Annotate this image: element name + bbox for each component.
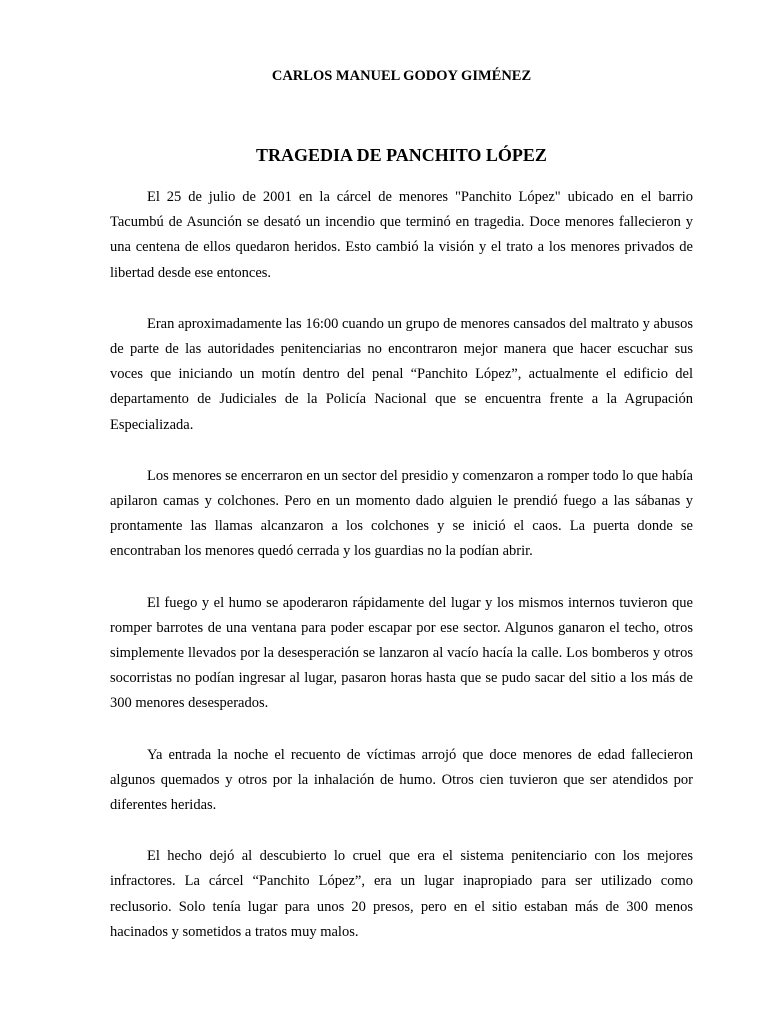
paragraph-5: Ya entrada la noche el recuento de víctimas arrojó que doce menores de edad fallecieron algunos quemados y otros por la inhalación de humo. Otros cien tuvieron que ser atendidos por diferentes heridas. <box>110 746 693 814</box>
document-title: TRAGEDIA DE PANCHITO LÓPEZ <box>256 145 547 165</box>
paragraph-3: Los menores se encerraron en un sector del presidio y comenzaron a romper todo lo que había apilaron camas y colchones. Pero en un momento dado alguien le prendió fuego a las sábanas y prontamente las llamas alcanzaron a los colchones y se inició el caos. La puerta donde se encontraban los menores quedó cerrada y los guardias no la podían abrir. <box>110 467 693 560</box>
author-name: CARLOS MANUEL GODOY GIMÉNEZ <box>271 68 532 84</box>
paragraph-4: El fuego y el humo se apoderaron rápidamente del lugar y los mismos internos tuvieron que romper barrotes de una ventana para poder escapar por ese sector. Algunos ganaron el techo, otros simplemente llevados por la desesperación se lanzaron al vacío hacía la calle. Los bomberos y otros socorristas no podían ingresar al lugar, pasaron horas hasta que se pudo sacar del sitio a los más de 300 menores desesperados. <box>110 594 693 712</box>
paragraph-1: El 25 de julio de 2001 en la cárcel de menores "Panchito López" ubicado en el barrio Tacumbú de Asunción se desató un incendio que terminó en tragedia. Doce menores fallecieron y una centena de ellos quedaron heridos. Esto cambió la visión y el trato a los menores privados de libertad desde ese entonces. <box>110 189 693 281</box>
paragraph-6: El hecho dejó al descubierto lo cruel que era el sistema penitenciario con los mejores infractores. La cárcel “Panchito López”, era un lugar inapropiado para ser utilizado como reclusorio. Solo tenía lugar para unos 20 presos, pero en el sitio estaban más de 300 menos hacinados y sometidos a tratos muy malos. <box>110 848 693 940</box>
paragraph-2: Eran aproximadamente las 16:00 cuando un grupo de menores cansados del maltrato y abusos de parte de las autoridades penitenciarias no encontraron mejor manera que hacer escuchar sus voces que iniciando un motín dentro del penal “Panchito López”, actualmente el edificio del departamento de Judiciales de la Policía Nacional que se encuentra frente a la Agrupación Especializada. <box>110 315 693 433</box>
